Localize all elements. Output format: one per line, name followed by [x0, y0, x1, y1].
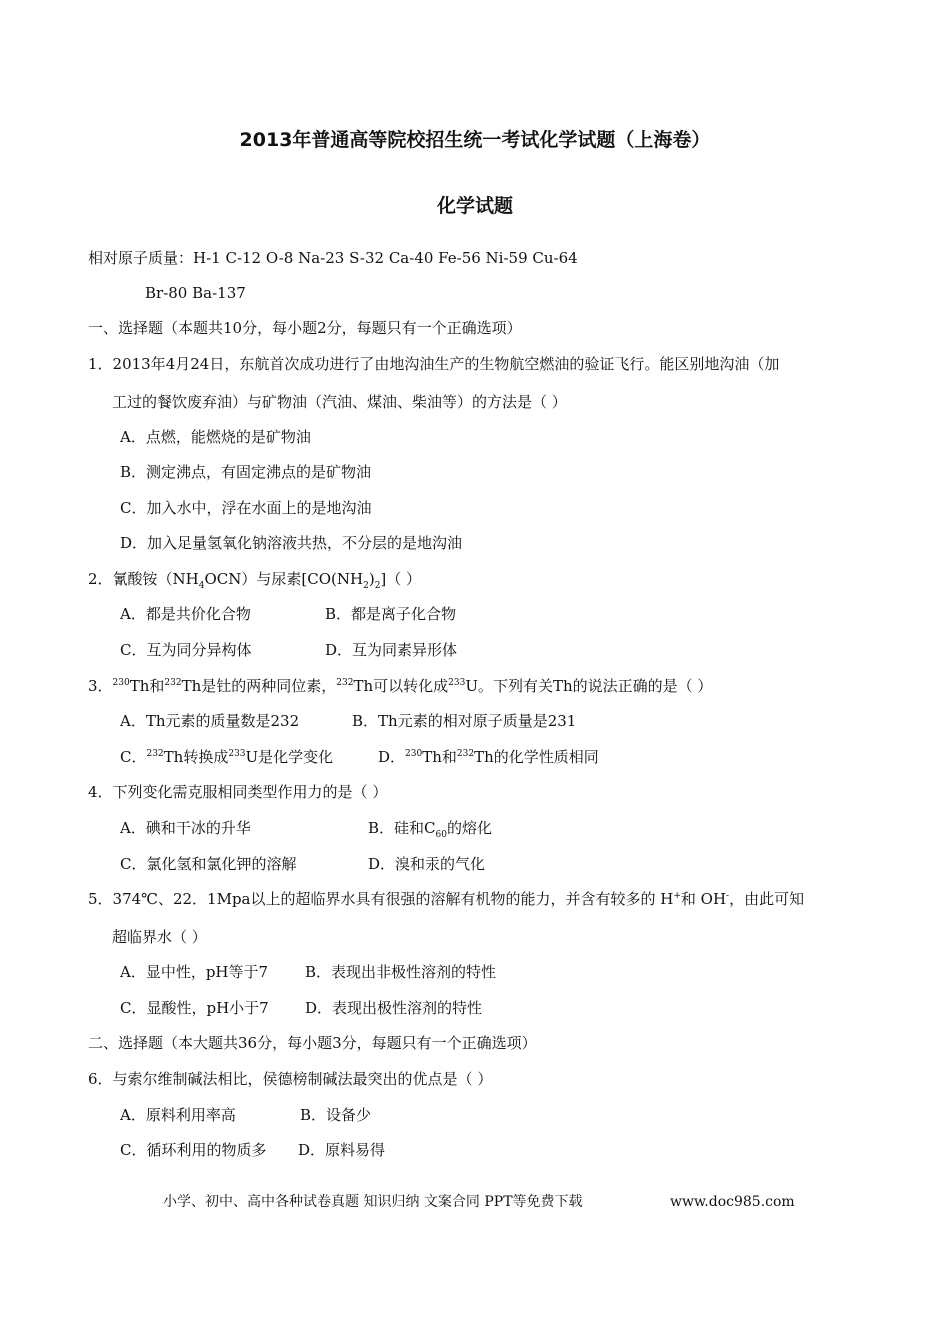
q6-option-c: C．循环利用的物质多 — [120, 1141, 267, 1159]
q2-option-a: A．都是共价化合物 — [120, 605, 251, 623]
q6-stem: 6．与索尔维制碱法相比，侯德榜制碱法最突出的优点是（ ） — [88, 1070, 493, 1088]
q3-option-c: C．$^{232}$Th转换成$^{233}$U是化学变化 — [120, 748, 334, 766]
q3-stem: 3．$^{230}$Th和$^{232}$Th是钍的两种同位素，$^{232}$Th可以转化成$^{233}$U。下列有关Th的说法正确的是（ ） — [88, 677, 713, 695]
q1-option-c: C．加入水中，浮在水面上的是地沟油 — [120, 499, 372, 517]
section-1-heading: 一、选择题（本题共10分，每小题2分，每题只有一个正确选项） — [88, 319, 522, 337]
q5-stem-line-1: 5．374℃、22．1Mpa以上的超临界水具有很强的溶解有机物的能力，并含有较多的 H+和 OH-，由此可知 — [88, 890, 805, 908]
q6-option-b: B．设备少 — [300, 1106, 372, 1124]
q5-option-b: B．表现出非极性溶剂的特性 — [305, 963, 497, 981]
q2-stem: 2．氰酸铵$(NH_4OCN)$与尿素$[CO(NH_2)_2]$（ ） — [88, 570, 422, 591]
q4-stem: 4．下列变化需克服相同类型作用力的是（ ） — [88, 783, 388, 801]
q4-option-a: A．碘和干冰的升华 — [120, 819, 251, 837]
document-title: 2013年普通高等院校招生统一考试化学试题（上海卷） — [239, 129, 711, 151]
q1-option-a: A．点燃，能燃烧的是矿物油 — [120, 428, 311, 446]
footer-url[interactable]: www.doc985.com — [670, 1194, 795, 1210]
q6-option-d: D．原料易得 — [298, 1141, 386, 1159]
q3-option-b: B．Th元素的相对原子质量是231 — [352, 712, 577, 730]
q5-option-c: C．显酸性，pH小于7 — [120, 999, 269, 1017]
q2-option-c: C．互为同分异构体 — [120, 641, 252, 659]
q4-option-c: C．氯化氢和氯化钾的溶解 — [120, 855, 297, 873]
q1-option-d: D．加入足量氢氧化钠溶液共热，不分层的是地沟油 — [120, 534, 463, 552]
document-subtitle: 化学试题 — [436, 195, 513, 217]
q5-stem-line-2: 超临界水（ ） — [112, 928, 207, 946]
q3-option-a: A．Th元素的质量数是232 — [120, 712, 300, 730]
q6-option-a: A．原料利用率高 — [120, 1106, 236, 1124]
atomic-masses-line-1: 相对原子质量：H-1 C-12 O-8 Na-23 S-32 Ca-40 Fe-56 Ni-59 Cu-64 — [88, 249, 578, 267]
q3-option-d: D．$^{230}$Th和$^{232}$Th的化学性质相同 — [378, 748, 599, 766]
q1-stem-line-1: 1．2013年4月24日，东航首次成功进行了由地沟油生产的生物航空燃油的验证飞行。能区别地沟油（加 — [88, 355, 780, 373]
q1-option-b: B．测定沸点，有固定沸点的是矿物油 — [120, 463, 372, 481]
q4-option-d: D．溴和汞的气化 — [368, 855, 486, 873]
atomic-masses-line-2: Br-80 Ba-137 — [145, 284, 246, 302]
q2-option-b: B．都是离子化合物 — [325, 605, 457, 623]
q5-option-a: A．显中性，pH等于7 — [120, 963, 269, 981]
q1-stem-line-2: 工过的餐饮废弃油）与矿物油（汽油、煤油、柴油等）的方法是（ ） — [112, 393, 567, 411]
q2-option-d: D．互为同素异形体 — [325, 641, 458, 659]
footer-text: 小学、初中、高中各种试卷真题 知识归纳 文案合同 PPT等免费下载 — [163, 1194, 583, 1210]
section-2-heading: 二、选择题（本大题共36分，每小题3分，每题只有一个正确选项） — [88, 1034, 537, 1052]
q5-option-d: D．表现出极性溶剂的特性 — [305, 999, 483, 1017]
q4-option-b: B．硅和$C_{60}$的熔化 — [368, 819, 492, 840]
